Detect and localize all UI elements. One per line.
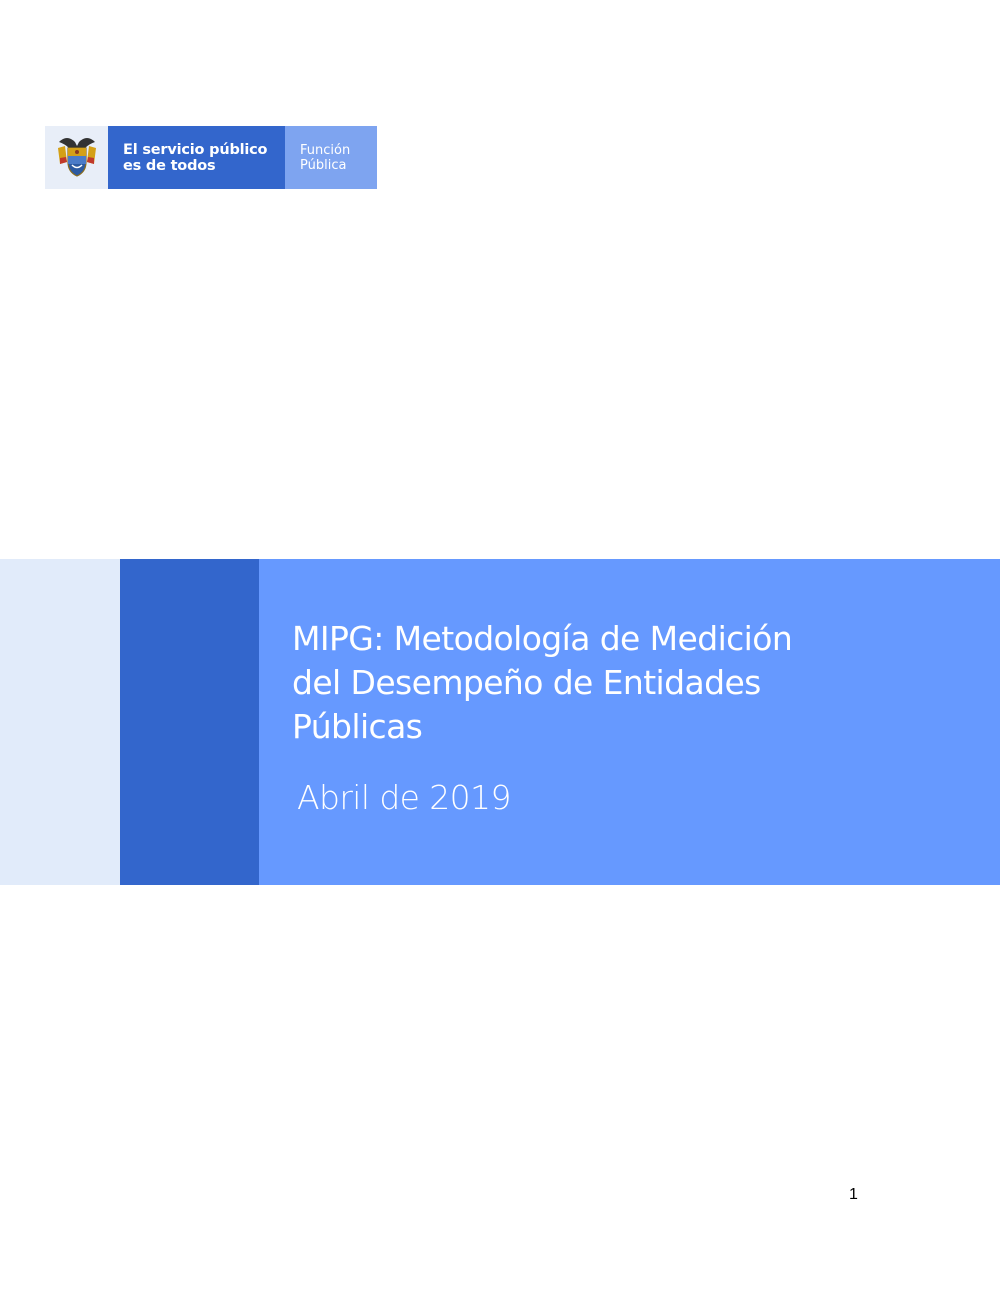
document-title-line2: del Desempeño de Entidades — [292, 663, 761, 702]
logo-seal-box — [45, 126, 108, 189]
logo-main-line2: es de todos — [123, 157, 216, 174]
logo-main-text — [108, 126, 285, 189]
logo-side-text — [285, 126, 377, 189]
page-number: 1 — [849, 1186, 858, 1203]
coat-of-arms-icon — [55, 132, 99, 183]
band-dark-block — [120, 559, 259, 885]
logo-main-line1: El servicio público — [123, 141, 268, 158]
logo-side-line1: Función — [300, 142, 351, 158]
band-light-block — [0, 559, 120, 885]
document-title-line1: MIPG: Metodología de Medición — [292, 619, 793, 658]
header-logo-banner — [45, 126, 377, 189]
document-date: Abril de 2019 — [297, 778, 511, 817]
document-title — [292, 617, 892, 749]
document-title-line3: Públicas — [292, 707, 423, 746]
logo-side-line2: Pública — [300, 157, 347, 173]
